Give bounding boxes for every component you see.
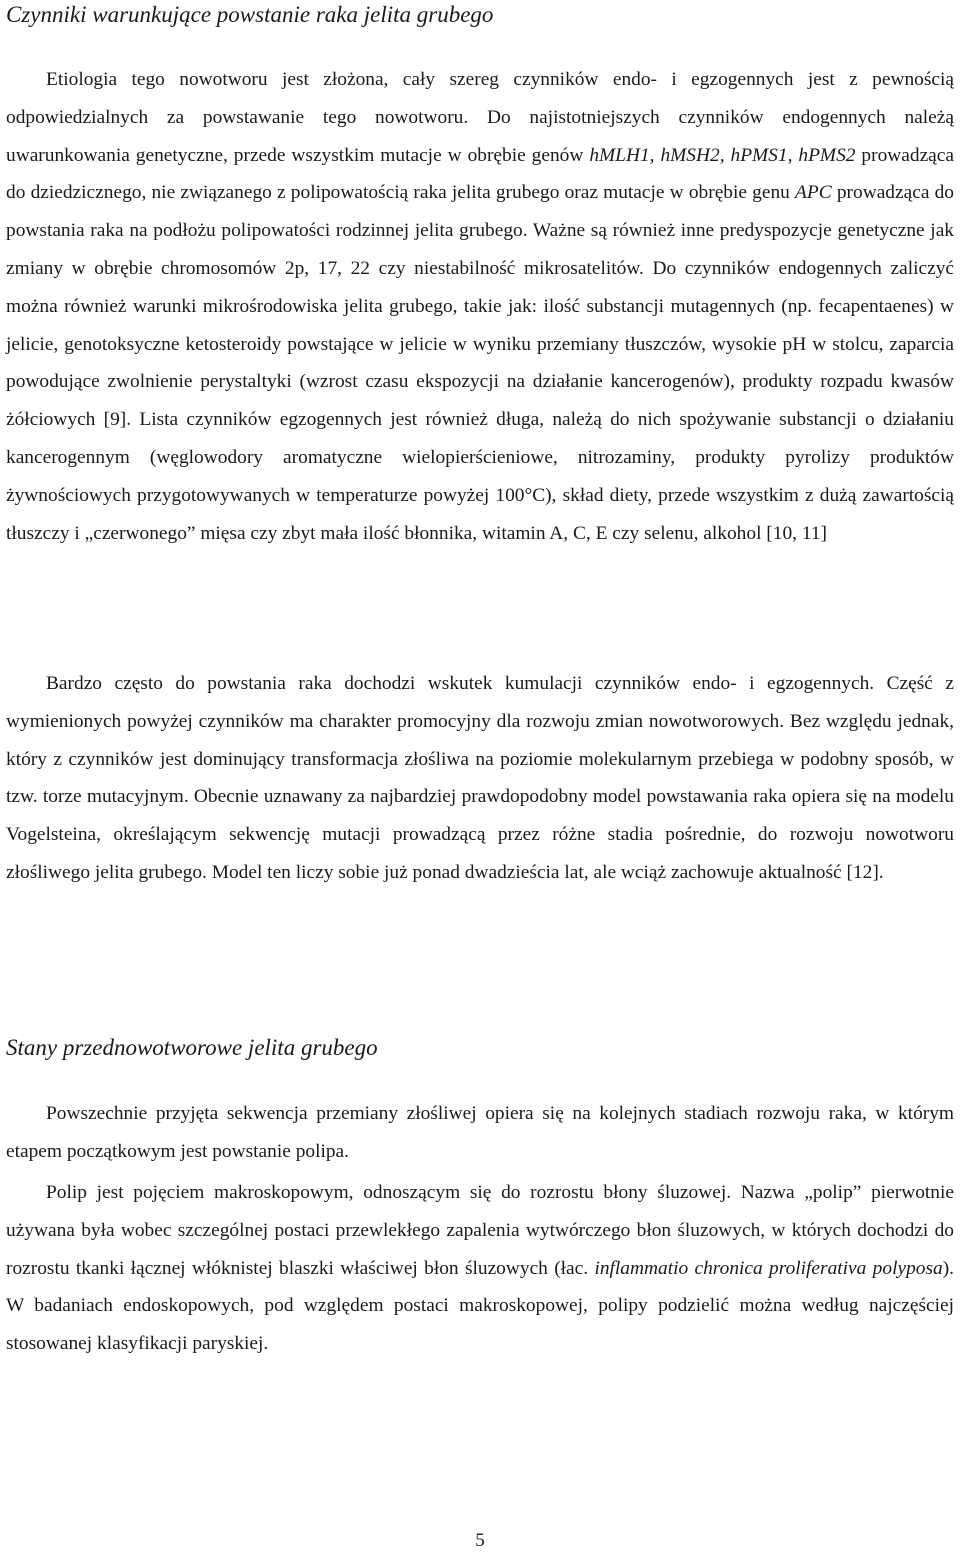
section-heading-etiology: Czynniki warunkujące powstanie raka jelita grubego — [6, 2, 494, 27]
gene-names-italic: hMLH1, hMSH2, hPMS1, hPMS2 — [589, 144, 856, 166]
text-segment: Bardzo często do powstania raka dochodzi wskutek kumulacji czynników endo- i egzogennych. Część z wymienionych powyżej czynników ma charakter promocyjny dla rozwoju zmian nowotworowych. Bez względu jednak, który z czynników jest dominujący transformacja złośliwa na poziomie molekularnym przebiega w podobny sposób, w tzw. torze mutacyjnym. Obecnie uznawany za najbardziej prawdopodobny model powstawania raka opiera się na modelu Vogelsteina, określającym sekwencję mutacji prowadzącą przez różne stadia pośrednie, do rozwoju nowotworu złośliwego jelita grubego. Model ten liczy sobie już ponad dwadzieścia lat, ale wciąż zachowuje aktualność [12]. — [6, 673, 954, 883]
paragraph — [6, 665, 954, 892]
latin-term-italic: inflammatio chronica proliferativa polyposa — [594, 1257, 943, 1279]
text-segment: Polip jest pojęciem makroskopowym, odnoszącym się do rozrostu błony śluzowej. Nazwa „polip” pierwotnie używana była wobec szczególnej postaci przewlekłego zapalenia wytwórczego błon śluzowych, w których dochodzi do rozrostu tkanki łącznej włóknistej blaszki właściwej błon śluzowych (łac. — [6, 1182, 954, 1279]
text-segment: ). W badaniach endoskopowych, pod względem postaci makroskopowej, polipy podzielić można według najczęściej stosowanej klasyfikacji paryskiej. — [6, 1257, 955, 1355]
paragraph — [6, 1095, 954, 1171]
paragraph — [6, 61, 954, 552]
text-segment: prowadząca do dziedzicznego, nie związanego z polipowatością raka jelita grubego oraz mutacje w obrębie genu — [6, 144, 954, 204]
page-number: 5 — [475, 1530, 485, 1551]
text-segment: prowadząca do powstania raka na podłożu polipowatości rodzinnej jelita grubego. Ważne są również inne predyspozycje genetyczne jak zmiany w obrębie chromosomów 2p, 17, 22 czy niestabilność mikrosatelitów. Do czynników endogennych zaliczyć można również warunki mikrośrodowiska jelita grubego, takie jak: ilość substancji mutagennych (np. fecapentaenes) w jelicie, genotoksyczne ketosteroidy powstające w jelicie w wyniku przemiany tłuszczów, wysokie pH w stolcu, zaparcia powodujące zwolnienie perystaltyki (wzrost czasu ekspozycji na działanie kancerogenów), produkty rozpadu kwasów żółciowych [9]. Lista czynników egzogennych jest również długa, należą do nich spożywanie substancji o działaniu kancerogennym (węglowodory aromatyczne wielopierścieniowe, nitrozaminy, produkty pyrolizy produktów żywnościowych przygotowywanych w temperaturze powyżej 100°C), skład diety, przede wszystkim z dużą zawartością tłuszczy i „czerwonego” mięsa czy zbyt mała ilość błonnika, witamin A, C, E czy selenu, alkohol [10, 11] — [6, 182, 954, 544]
gene-name-italic: APC — [795, 182, 832, 204]
section-heading-precancerous: Stany przednowotworowe jelita grubego — [6, 1035, 378, 1060]
text-segment: Etiologia tego nowotworu jest złożona, cały szereg czynników endo- i egzogennych jest z pewnością odpowiedzialnych za powstawanie tego nowotworu. Do najistotniejszych czynników endogennych należą uwarunkowania genetyczne, przede wszystkim mutacje w obrębie genów — [6, 69, 954, 166]
paragraph — [6, 1174, 954, 1363]
text-segment: Powszechnie przyjęta sekwencja przemiany złośliwej opiera się na kolejnych stadiach rozwoju raka, w którym etapem początkowym jest powstanie polipa. — [6, 1103, 954, 1162]
